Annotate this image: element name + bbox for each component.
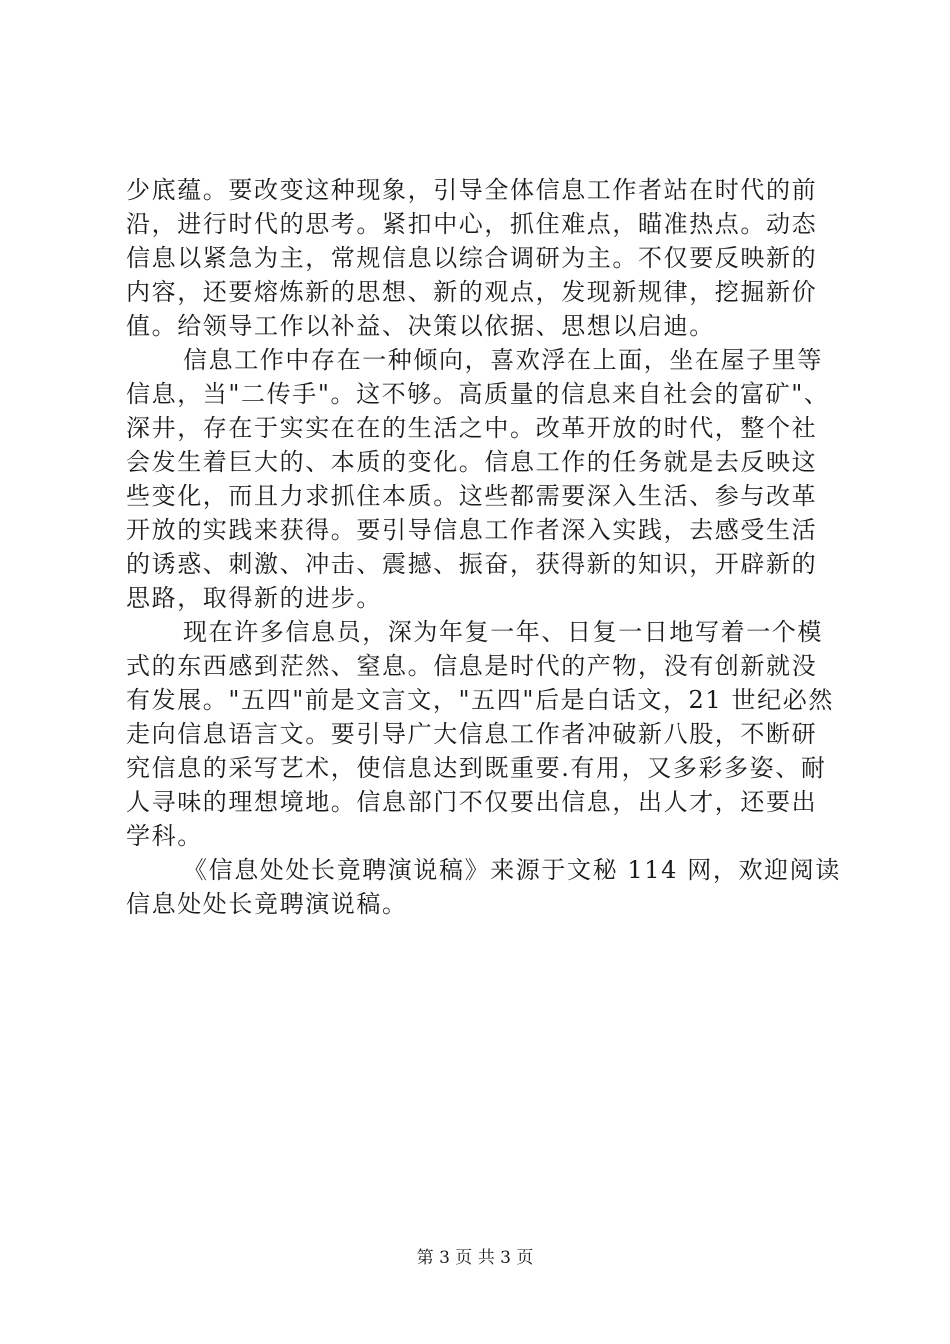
text-line: 走向信息语言文。要引导广大信息工作者冲破新八股，不断研 — [126, 720, 818, 748]
page-footer — [0, 1243, 950, 1268]
text-line: 有发展。"五四"前是文言文，"五四"后是白话文，21 世纪必然 — [126, 686, 834, 714]
text-line: 现在许多信息员，深为年复一年、日复一日地写着一个模 — [183, 618, 823, 646]
text-line: 沿，进行时代的思考。紧扣中心，抓住难点，瞄准热点。动态 — [126, 210, 818, 238]
text-line: 究信息的采写艺术，使信息达到既重要.有用，又多彩多姿、耐 — [126, 754, 827, 782]
text-line: 思路，取得新的进步。 — [126, 584, 382, 612]
text-line: 少底蕴。要改变这种现象，引导全体信息工作者站在时代的前 — [126, 176, 818, 204]
text-line: 深井，存在于实实在在的生活之中。改革开放的时代，整个社 — [126, 414, 818, 442]
page-number: 第 3 页 共 3 页 — [416, 1248, 534, 1268]
text-line: 信息处处长竟聘演说稿。 — [126, 890, 408, 918]
text-line: 的诱惑、刺激、冲击、震撼、振奋，获得新的知识，开辟新的 — [126, 550, 818, 578]
text-line: 信息工作中存在一种倾向，喜欢浮在上面，坐在屋子里等 — [183, 346, 823, 374]
text-line: 人寻味的理想境地。信息部门不仅要出信息，出人才，还要出 — [126, 788, 818, 816]
text-line: 开放的实践来获得。要引导信息工作者深入实践，去感受生活 — [126, 516, 818, 544]
text-line: 信息以紧急为主，常规信息以综合调研为主。不仅要反映新的 — [126, 244, 818, 272]
text-line: 式的东西感到茫然、窒息。信息是时代的产物，没有创新就没 — [126, 652, 818, 680]
text-line: 会发生着巨大的、本质的变化。信息工作的任务就是去反映这 — [126, 448, 818, 476]
document-body — [126, 173, 841, 921]
text-line: 值。给领导工作以补益、决策以依据、思想以启迪。 — [126, 312, 715, 340]
text-line: 些变化，而且力求抓住本质。这些都需要深入生活、参与改革 — [126, 482, 818, 510]
text-line: 信息，当"二传手"。这不够。高质量的信息来自社会的富矿"、 — [126, 380, 830, 408]
text-line: 学科。 — [126, 822, 203, 850]
text-line: 内容，还要熔炼新的思想、新的观点，发现新规律，挖掘新价 — [126, 278, 818, 306]
text-line: 《信息处处长竟聘演说稿》来源于文秘 114 网，欢迎阅读 — [183, 856, 841, 884]
